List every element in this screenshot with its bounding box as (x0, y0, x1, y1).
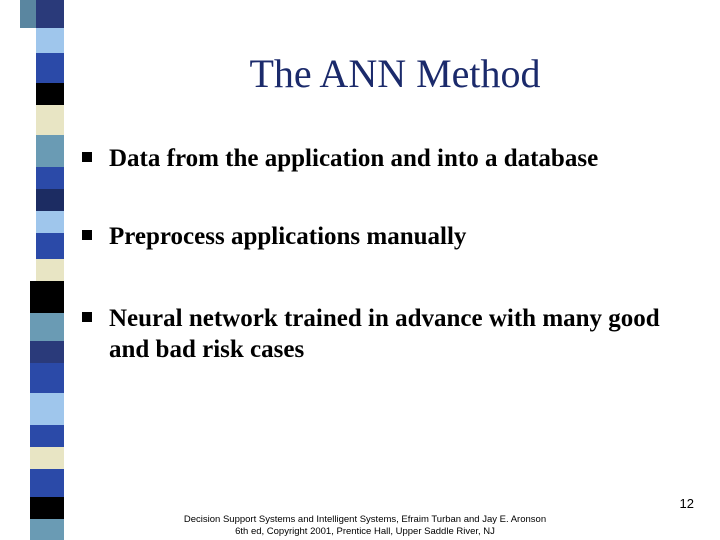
page-number: 12 (679, 496, 694, 511)
footer-citation (160, 514, 570, 538)
slide-title: The ANN Method (249, 51, 541, 96)
footer-line-1: Decision Support Systems and Intelligent Systems, Efraim Turban and Jay E. Aronson (183, 514, 547, 525)
bullet-text: Data from the application and into a database (109, 145, 599, 172)
bullet-item-1 (82, 143, 669, 174)
bullet-text: Preprocess applications manually (109, 223, 467, 250)
bullet-marker-icon (82, 230, 92, 240)
bullet-marker-icon (82, 312, 92, 322)
bullet-item-2 (82, 221, 669, 252)
footer-line-2: 6th ed, Copyright 2001, Prentice Hall, Upper Saddle River, NJ (235, 526, 495, 537)
decorative-stripe (0, 0, 64, 540)
bullet-item-3 (82, 303, 669, 365)
bullet-text: Neural network trained in advance with many good and bad risk cases (109, 305, 660, 363)
bullet-marker-icon (82, 152, 92, 162)
